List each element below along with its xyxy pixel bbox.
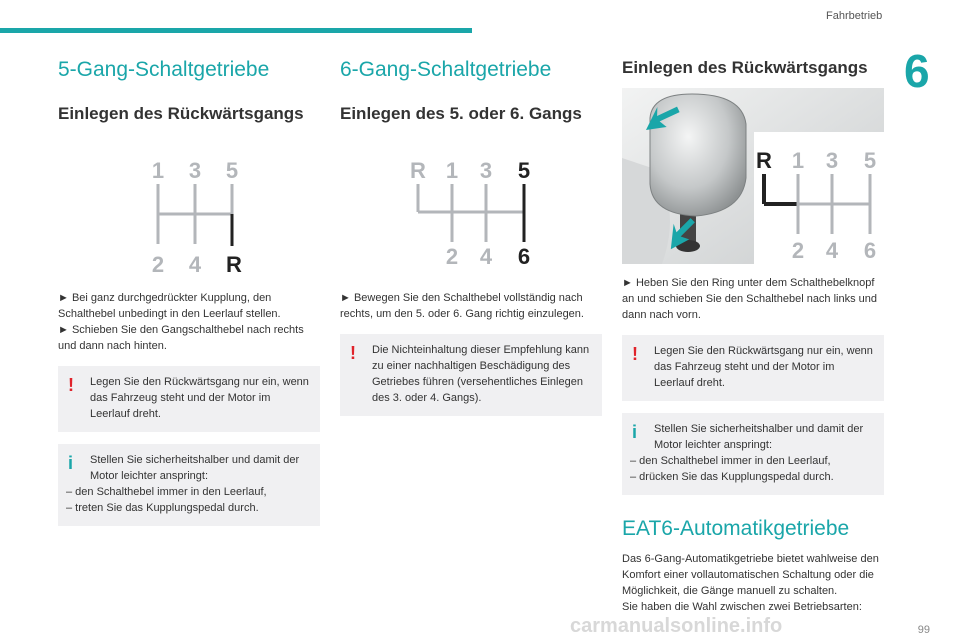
watermark: carmanualsonline.info bbox=[570, 615, 783, 637]
subsection-heading: Einlegen des Rückwärtsgangs bbox=[58, 104, 304, 123]
section-heading: EAT6-Automatikgetriebe bbox=[622, 517, 850, 540]
gear-label: 5 bbox=[225, 158, 239, 183]
warning-box bbox=[340, 334, 602, 416]
warning-box bbox=[58, 366, 320, 432]
column-6-gang bbox=[340, 58, 602, 416]
info-item: – treten Sie das Kupplungspedal durch. bbox=[66, 502, 259, 514]
warning-box bbox=[622, 335, 884, 401]
instruction-1: ► Bei ganz durchgedrückter Kupplung, den Schalthebel unbedingt in den Leerlauf stellen. bbox=[58, 292, 281, 320]
page-number: 99 bbox=[917, 624, 930, 636]
warning-text: Legen Sie den Rückwärtsgang nur ein, wenn das Fahrzeug steht und der Motor im Leerlauf dreht. bbox=[654, 345, 873, 389]
info-box bbox=[622, 413, 884, 495]
gear-label: 4 bbox=[479, 244, 493, 269]
section-heading: 6-Gang-Schaltgetriebe bbox=[340, 58, 552, 81]
gear-label-reverse: R bbox=[756, 148, 772, 173]
gear-label: 1 bbox=[445, 158, 459, 183]
gear-label: 3 bbox=[479, 158, 493, 183]
paragraph: Das 6-Gang-Automatikgetriebe bietet wahlweise den Komfort einer vollautomatischen Schaltung oder die Möglichkeit, die Gänge manuell zu schalten. bbox=[622, 553, 879, 597]
gear-label: 4 bbox=[188, 252, 202, 277]
section-title: Fahrbetrieb bbox=[826, 10, 883, 22]
gear-label: 3 bbox=[188, 158, 202, 183]
gear-label-reverse: R bbox=[410, 158, 426, 183]
subsection-heading: Einlegen des Rückwärtsgangs bbox=[622, 58, 868, 77]
info-icon: i bbox=[68, 453, 74, 473]
gear-label: 5 bbox=[863, 148, 877, 173]
info-item: – drücken Sie das Kupplungspedal durch. bbox=[630, 471, 834, 483]
chapter-number: 6 bbox=[904, 45, 930, 97]
gear-label: 2 bbox=[151, 252, 165, 277]
gear-label: 6 bbox=[517, 244, 531, 269]
section-heading: 5-Gang-Schaltgetriebe bbox=[58, 58, 270, 81]
gear-label: 1 bbox=[151, 158, 165, 183]
column-5-gang bbox=[58, 58, 320, 526]
info-text: Stellen Sie sicherheitshalber und damit der Motor leichter anspringt: bbox=[90, 454, 300, 482]
warning-text: Legen Sie den Rückwärtsgang nur ein, wenn das Fahrzeug steht und der Motor im Leerlauf dreht. bbox=[90, 376, 309, 420]
info-item: – den Schalthebel immer in den Leerlauf, bbox=[630, 455, 831, 467]
column-reverse-6-gang bbox=[622, 58, 884, 615]
info-box bbox=[58, 444, 320, 526]
gear-label: 5 bbox=[517, 158, 531, 183]
gear-label-reverse: R bbox=[226, 252, 242, 277]
info-icon: i bbox=[632, 422, 638, 442]
warning-icon: ! bbox=[68, 375, 74, 395]
gear-pattern-5-speed bbox=[58, 124, 320, 277]
gear-label: 4 bbox=[825, 238, 839, 263]
warning-icon: ! bbox=[350, 343, 356, 363]
subsection-heading: Einlegen des 5. oder 6. Gangs bbox=[340, 104, 582, 123]
gear-knob-illustration bbox=[622, 88, 884, 264]
header-accent-bar bbox=[0, 28, 472, 33]
gear-label: 3 bbox=[825, 148, 839, 173]
instruction-1: ► Heben Sie den Ring unter dem Schalthebelknopf an und schieben Sie den Schalthebel nach links und dann nach vorn. bbox=[622, 277, 878, 321]
gear-label: 2 bbox=[445, 244, 459, 269]
paragraph: Sie haben die Wahl zwischen zwei Betriebsarten: bbox=[622, 601, 862, 613]
gear-label: 2 bbox=[791, 238, 805, 263]
warning-icon: ! bbox=[632, 344, 638, 364]
info-item: – den Schalthebel immer in den Leerlauf, bbox=[66, 486, 267, 498]
gear-label: 1 bbox=[791, 148, 805, 173]
gear-label: 6 bbox=[863, 238, 877, 263]
warning-text: Die Nichteinhaltung dieser Empfehlung kann zu einer nachhaltigen Beschädigung des Getriebes führen (versehentliches Einlegen des 3. oder 4. Gangs). bbox=[372, 344, 590, 404]
info-text: Stellen Sie sicherheitshalber und damit der Motor leichter anspringt: bbox=[654, 423, 864, 451]
gear-pattern-6-speed bbox=[340, 124, 602, 269]
instruction-2: ► Schieben Sie den Gangschalthebel nach rechts und dann nach hinten. bbox=[58, 324, 304, 352]
instruction-1: ► Bewegen Sie den Schalthebel vollständig nach rechts, um den 5. oder 6. Gang richtig einzulegen. bbox=[340, 292, 584, 320]
